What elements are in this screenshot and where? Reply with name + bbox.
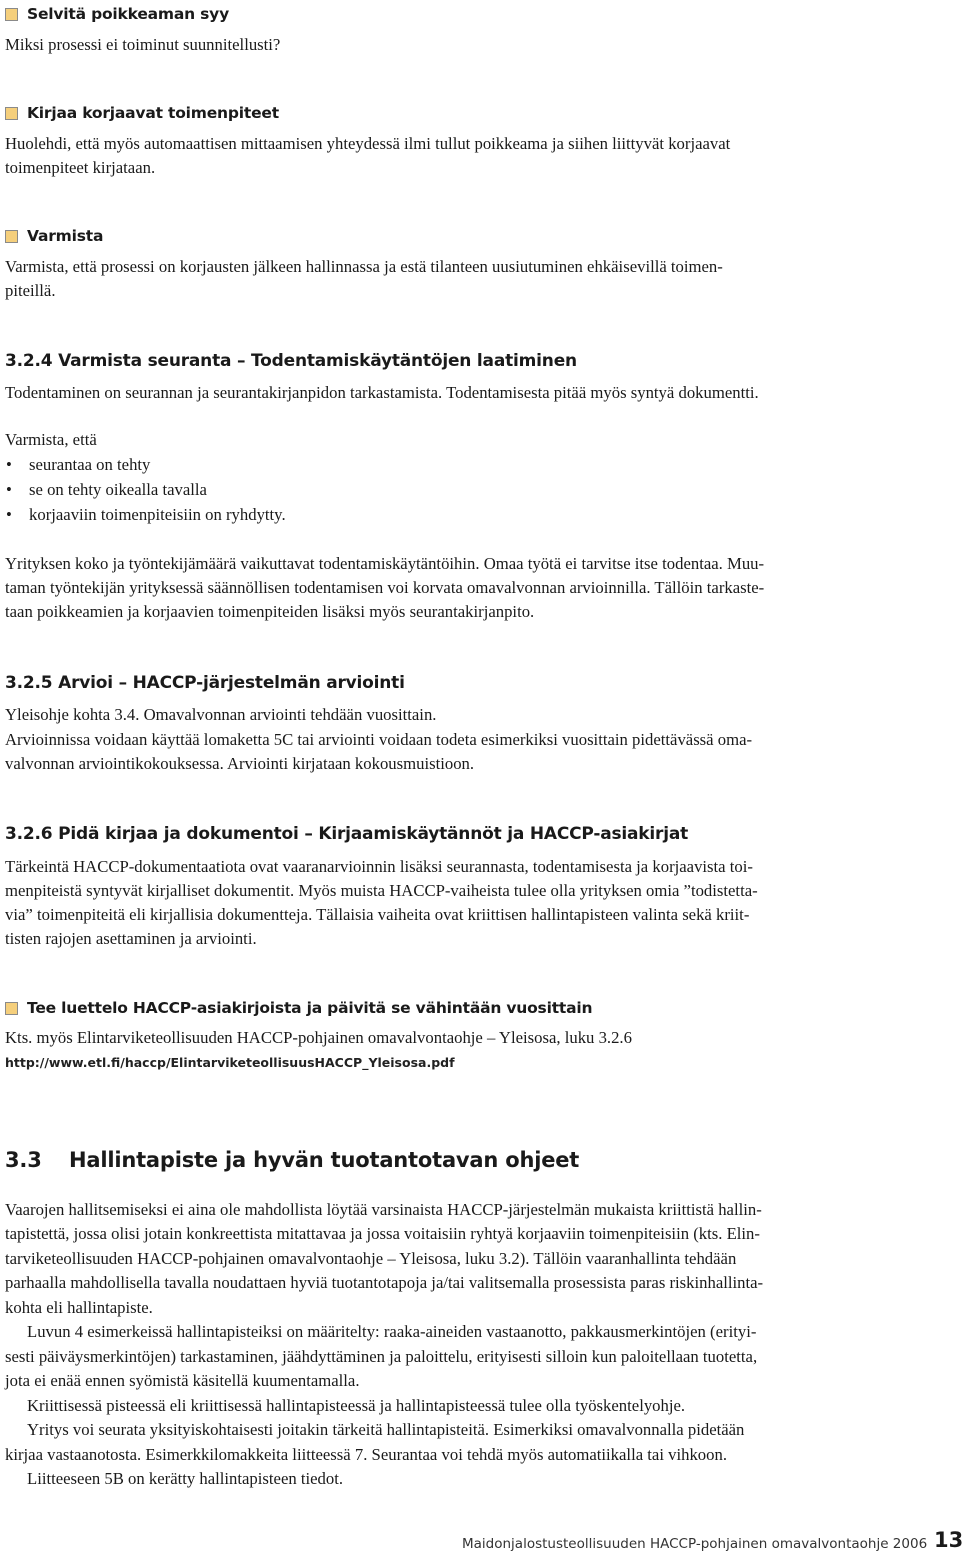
section-title: Hallintapiste ja hyvän tuotantotavan ohjeet <box>69 1148 580 1172</box>
paragraph-line: valvonnan arviointikokouksessa. Arviointi kirjataan kokousmuistioon. <box>5 754 475 773</box>
paragraph-line: menpiteistä syntyvät kirjalliset dokumentit. Myös muista HACCP-vaiheista tulee olla yrityksen omia ”todistetta- <box>5 881 758 900</box>
paragraph-line: via” toimenpiteitä eli kirjallisia dokumentteja. Tällaisia vaiheita ovat kriittisen hallintapisteen valinta sekä kriit- <box>5 905 750 924</box>
paragraph-line: jota ei enää ennen syömistä käsitellä kuumentamalla. <box>5 1371 360 1390</box>
subsection-title: Kirjaa korjaavat toimenpiteet <box>27 104 279 122</box>
reference-link[interactable]: http://www.etl.fi/haccp/ElintarviketeollisuusHACCP_Yleisosa.pdf <box>5 1055 455 1070</box>
list-item: • se on tehty oikealla tavalla <box>5 478 207 502</box>
page-number: 13 <box>934 1528 963 1552</box>
subsection-heading-corrective <box>5 102 279 124</box>
paragraph-line: Arvioinnissa voidaan käyttää lomaketta 5C tai arviointi voidaan todeta esimerkiksi vuosittain pidettävässä oma- <box>5 730 753 749</box>
paragraph-line: Kriittisessä pisteessä eli kriittisessä hallintapisteessä ja hallintapisteessä tulee olla työskentelyohje. <box>27 1396 686 1415</box>
list-item: • seurantaa on tehty <box>5 453 150 477</box>
bullet-icon: • <box>6 455 12 474</box>
square-bullet-icon <box>5 1002 18 1015</box>
paragraph-line: tisten rajojen asettaminen ja arviointi. <box>5 929 257 948</box>
paragraph-line: taan poikkeamien ja korjaavien toimenpiteiden lisäksi myös seurantakirjanpito. <box>5 602 535 621</box>
section-heading-3-2-4: 3.2.4 Varmista seuranta – Todentamiskäytäntöjen laatiminen <box>5 351 577 371</box>
paragraph-line: toimenpiteet kirjataan. <box>5 158 156 177</box>
paragraph-line: Varmista, että prosessi on korjausten jälkeen hallinnassa ja estä tilanteen uusiutuminen ehkäisevillä toimen- <box>5 257 723 276</box>
paragraph-line: Yleisohje kohta 3.4. Omavalvonnan arviointi tehdään vuosittain. <box>5 705 437 724</box>
paragraph-line: parhaalla mahdollisella tavalla noudattaen hyviä tuotantotapoja ja/tai valitsemalla prosessista paras riskinhallinta- <box>5 1273 764 1292</box>
subsection-heading-cause <box>5 3 229 25</box>
paragraph-line: Kts. myös Elintarviketeollisuuden HACCP-pohjainen omavalvontaohje – Yleisosa, luku 3.2.6 <box>5 1028 632 1047</box>
paragraph-line: Huolehdi, että myös automaattisen mittaamisen yhteydessä ilmi tullut poikkeama ja siihen liittyvät korjaavat <box>5 134 731 153</box>
square-bullet-icon <box>5 230 18 243</box>
square-bullet-icon <box>5 107 18 120</box>
paragraph-line: Varmista, että <box>5 430 97 449</box>
section-heading-3-3 <box>5 1148 579 1172</box>
subsection-title: Tee luettelo HACCP-asiakirjoista ja päivitä se vähintään vuosittain <box>27 999 593 1017</box>
paragraph-line: tarviketeollisuuden HACCP-pohjainen omavalvontaohje – Yleisosa, luku 3.2). Tällöin vaaranhallinta tehdään <box>5 1249 737 1268</box>
section-heading-3-2-5: 3.2.5 Arvioi – HACCP-järjestelmän arviointi <box>5 673 405 693</box>
paragraph-line: taman työntekijän yrityksessä säännöllisen todentamisen voi korvata omavalvonnan arvioinnilla. Tällöin tarkaste- <box>5 578 765 597</box>
paragraph-line: tapistettä, jossa olisi jotain konkreettista mitattavaa ja jossa voitaisiin ryhtyä korjaaviin toimenpiteisiin (kts. Elin- <box>5 1224 760 1243</box>
subsection-title: Selvitä poikkeaman syy <box>27 5 229 23</box>
bullet-icon: • <box>6 480 12 499</box>
paragraph-line: Vaarojen hallitsemiseksi ei aina ole mahdollista löytää varsinaista HACCP-järjestelmän mukaista kriittistä hallin- <box>5 1200 762 1219</box>
paragraph-line: kirjaa vastaanotosta. Esimerkkilomakkeita liitteessä 7. Seurantaa voi tehdä myös automatiikalla tai vihkoon. <box>5 1445 728 1464</box>
subsection-heading-verify <box>5 225 103 247</box>
section-heading-3-2-6: 3.2.6 Pidä kirjaa ja dokumentoi – Kirjaamiskäytännöt ja HACCP-asiakirjat <box>5 824 689 844</box>
paragraph-line: Tärkeintä HACCP-dokumentaatiota ovat vaaranarvioinnin lisäksi seurannasta, todentamisesta ja korjaavista toi- <box>5 857 753 876</box>
section-number: 3.3 <box>5 1148 42 1172</box>
paragraph-line: Yritys voi seurata yksityiskohtaisesti joitakin tärkeitä hallintapisteitä. Esimerkiksi omavalvonnalla pidetään <box>27 1420 745 1439</box>
page-footer: Maidonjalostusteollisuuden HACCP-pohjainen omavalvontaohje 2006 <box>462 1536 928 1552</box>
subsection-heading-document-list <box>5 997 592 1019</box>
square-bullet-icon <box>5 8 18 21</box>
paragraph-line: piteillä. <box>5 281 56 300</box>
paragraph-line: Liitteeseen 5B on kerätty hallintapisteen tiedot. <box>27 1469 344 1488</box>
paragraph-line: Yrityksen koko ja työntekijämäärä vaikuttavat todentamiskäytäntöihin. Omaa työtä ei tarvitse itse todentaa. Muu- <box>5 554 765 573</box>
paragraph-line: kohta eli hallintapiste. <box>5 1298 153 1317</box>
paragraph-line: Luvun 4 esimerkeissä hallintapisteiksi on määritelty: raaka-aineiden vastaanotto, pakkausmerkintöjen (erityi- <box>27 1322 757 1341</box>
paragraph-line: Miksi prosessi ei toiminut suunnitellusti? <box>5 35 281 54</box>
subsection-title: Varmista <box>27 227 104 245</box>
list-item: • korjaaviin toimenpiteisiin on ryhdytty. <box>5 503 286 527</box>
paragraph-line: Todentaminen on seurannan ja seurantakirjanpidon tarkastamista. Todentamisesta pitää myös syntyä dokumentti. <box>5 383 759 402</box>
paragraph-line: sesti päiväysmerkintöjen) tarkastaminen, jäähdyttäminen ja paloittelu, erityisesti silloin kun paloitellaan tuotetta, <box>5 1347 758 1366</box>
bullet-icon: • <box>6 505 12 524</box>
